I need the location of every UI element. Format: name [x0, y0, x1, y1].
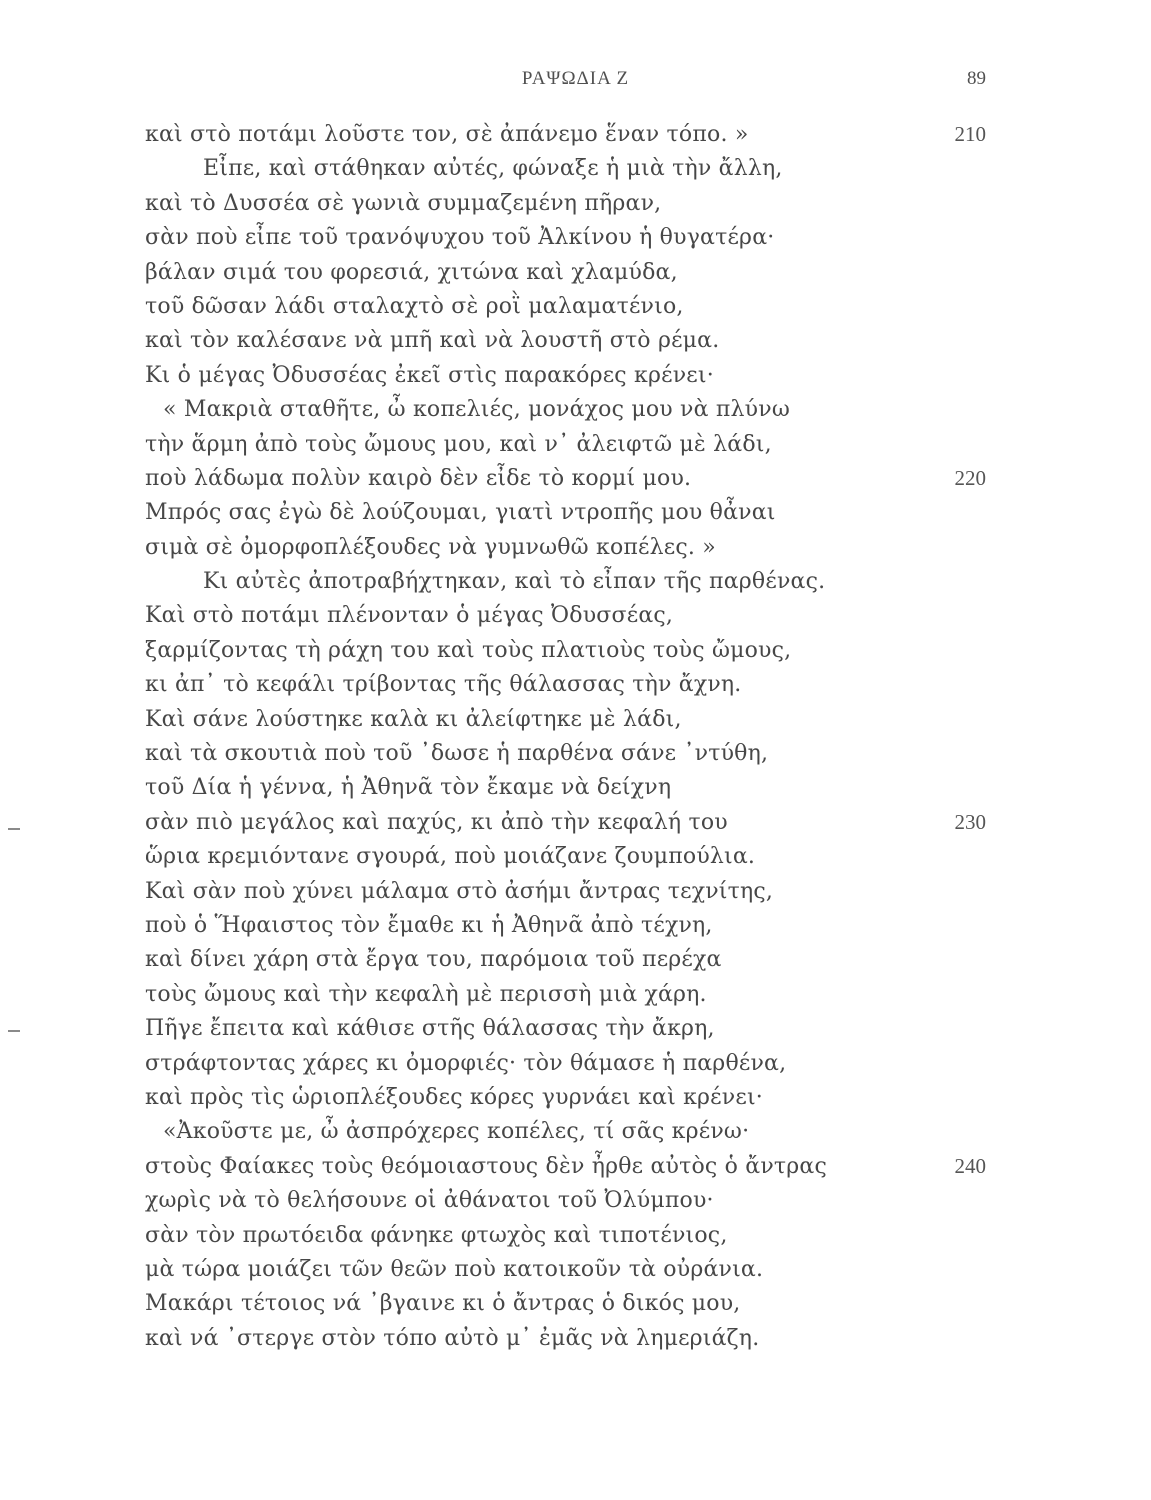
verse-line: στοὺς Φαίακες τοὺς θεόμοιαστους δὲν ἦρθε αὐτὸς ὁ ἄντρας — [145, 1153, 827, 1179]
line-number: 240 — [954, 1154, 986, 1178]
running-head — [0, 68, 1151, 98]
verse-line: καὶ νά ᾿στεργε στὸν τόπο αὐτὸ μ᾿ ἐμᾶς νὰ λημεριάζη. — [145, 1325, 760, 1351]
margin-mark — [8, 1030, 20, 1032]
verse-line: μὰ τώρα μοιάζει τῶν θεῶν ποὺ κατοικοῦν τὰ οὐράνια. — [145, 1256, 764, 1282]
line-number: 220 — [954, 466, 986, 490]
verse-line: Εἶπε, καὶ στάθηκαν αὐτές, φώναξε ἡ μιὰ τὴν ἄλλη, — [203, 156, 783, 182]
verse-line: τοὺς ὤμους καὶ τὴν κεφαλὴ μὲ περισσὴ μιὰ χάρη. — [145, 981, 707, 1007]
verse-line: Μπρός σας ἐγὼ δὲ λούζουμαι, γιατὶ ντροπῆς μου θἆναι — [145, 500, 776, 526]
verse-line: τοῦ Δία ἡ γέννα, ἡ Ἀθηνᾶ τὸν ἔκαμε νὰ δείχνη — [145, 775, 672, 801]
verse-line: καὶ τὸν καλέσανε νὰ μπῆ καὶ νὰ λουστῆ στὸ ρέμα. — [145, 328, 720, 354]
verse-text — [145, 118, 905, 1356]
verse-line: Μακάρι τέτοιος νά ᾿βγαινε κι ὁ ἄντρας ὁ δικός μου, — [145, 1291, 741, 1317]
verse-line: σὰν πιὸ μεγάλος καὶ παχύς, κι ἀπὸ τὴν κεφαλή του — [145, 809, 728, 835]
verse-line: χωρὶς νὰ τὸ θελήσουνε οἱ ἀθάνατοι τοῦ Ὀλύμπου· — [145, 1188, 714, 1214]
verse-line: Κι αὐτὲς ἀποτραβήχτηκαν, καὶ τὸ εἶπαν τῆς παρθένας. — [203, 569, 826, 595]
line-number: 230 — [954, 810, 986, 834]
verse-line: τοῦ δῶσαν λάδι σταλαχτὸ σὲ ροῒ μαλαματένιο, — [145, 293, 684, 319]
verse-line: καὶ δίνει χάρη στὰ ἔργα του, παρόμοια τοῦ περέχα — [145, 947, 722, 973]
verse-line: ποὺ λάδωμα πολὺν καιρὸ δὲν εἶδε τὸ κορμί μου. — [145, 465, 692, 491]
verse-line: σὰν τὸν πρωτόειδα φάνηκε φτωχὸς καὶ τιποτένιος, — [145, 1222, 728, 1248]
verse-line: « Μακριὰ σταθῆτε, ὦ κοπελιές, μονάχος μου νὰ πλύνω — [163, 397, 790, 423]
verse-line: καὶ τὰ σκουτιὰ ποὺ τοῦ ᾿δωσε ἡ παρθένα σάνε ᾿ντύθη, — [145, 741, 769, 767]
verse-line: κι ἀπ᾿ τὸ κεφάλι τρίβοντας τῆς θάλασσας τὴν ἄχνη. — [145, 672, 742, 698]
verse-line: Καὶ σάνε λούστηκε καλὰ κι ἀλείφτηκε μὲ λάδι, — [145, 706, 682, 732]
verse-line: ποὺ ὁ Ἥφαιστος τὸν ἔμαθε κι ἡ Ἀθηνᾶ ἀπὸ τέχνη, — [145, 912, 713, 938]
verse-line: στράφτοντας χάρες κι ὀμορφιές· τὸν θάμασε ἡ παρθένα, — [145, 1050, 787, 1076]
chapter-title: ΡΑΨΩΔΙΑ Ζ — [521, 68, 630, 89]
verse-line: Κι ὁ μέγας Ὀδυσσέας ἐκεῖ στὶς παρακόρες κρένει· — [145, 362, 714, 388]
verse-line: τὴν ἅρμη ἀπὸ τοὺς ὤμους μου, καὶ ν᾿ ἀλειφτῶ μὲ λάδι, — [145, 431, 772, 457]
verse-line: «Ἀκοῦστε με, ὦ ἀσπρόχερες κοπέλες, τί σᾶς κρένω· — [163, 1119, 750, 1145]
margin-mark — [8, 828, 20, 830]
verse-line: ὥρια κρεμιόντανε σγουρά, ποὺ μοιάζανε ζουμπούλια. — [145, 844, 756, 870]
page-number: 89 — [967, 68, 986, 89]
verse-line: Καὶ σὰν ποὺ χύνει μάλαμα στὸ ἀσήμι ἄντρας τεχνίτης, — [145, 878, 774, 904]
verse-line: Πῆγε ἔπειτα καὶ κάθισε στῆς θάλασσας τὴν ἄκρη, — [145, 1016, 715, 1042]
verse-line: καὶ στὸ ποτάμι λοῦστε τον, σὲ ἀπάνεμο ἕναν τόπο. » — [145, 122, 749, 147]
verse-line: καὶ τὸ Δυσσέα σὲ γωνιὰ συμμαζεμένη πῆραν, — [145, 190, 662, 216]
verse-line: καὶ πρὸς τὶς ὡριοπλέξουδες κόρες γυρνάει καὶ κρένει· — [145, 1084, 763, 1110]
verse-line: σιμὰ σὲ ὀμορφοπλέξουδες νὰ γυμνωθῶ κοπέλες. » — [145, 534, 716, 560]
line-number: 210 — [954, 122, 986, 146]
verse-line: ξαρμίζοντας τὴ ράχη του καὶ τοὺς πλατιοὺς τοὺς ὤμους, — [145, 637, 792, 663]
verse-line: Καὶ στὸ ποτάμι πλένονταν ὁ μέγας Ὀδυσσέας, — [145, 603, 674, 629]
verse-line: βάλαν σιμά του φορεσιά, χιτώνα καὶ χλαμύδα, — [145, 259, 678, 285]
verse-line: σὰν ποὺ εἶπε τοῦ τρανόψυχου τοῦ Ἀλκίνου ἡ θυγατέρα· — [145, 225, 775, 251]
